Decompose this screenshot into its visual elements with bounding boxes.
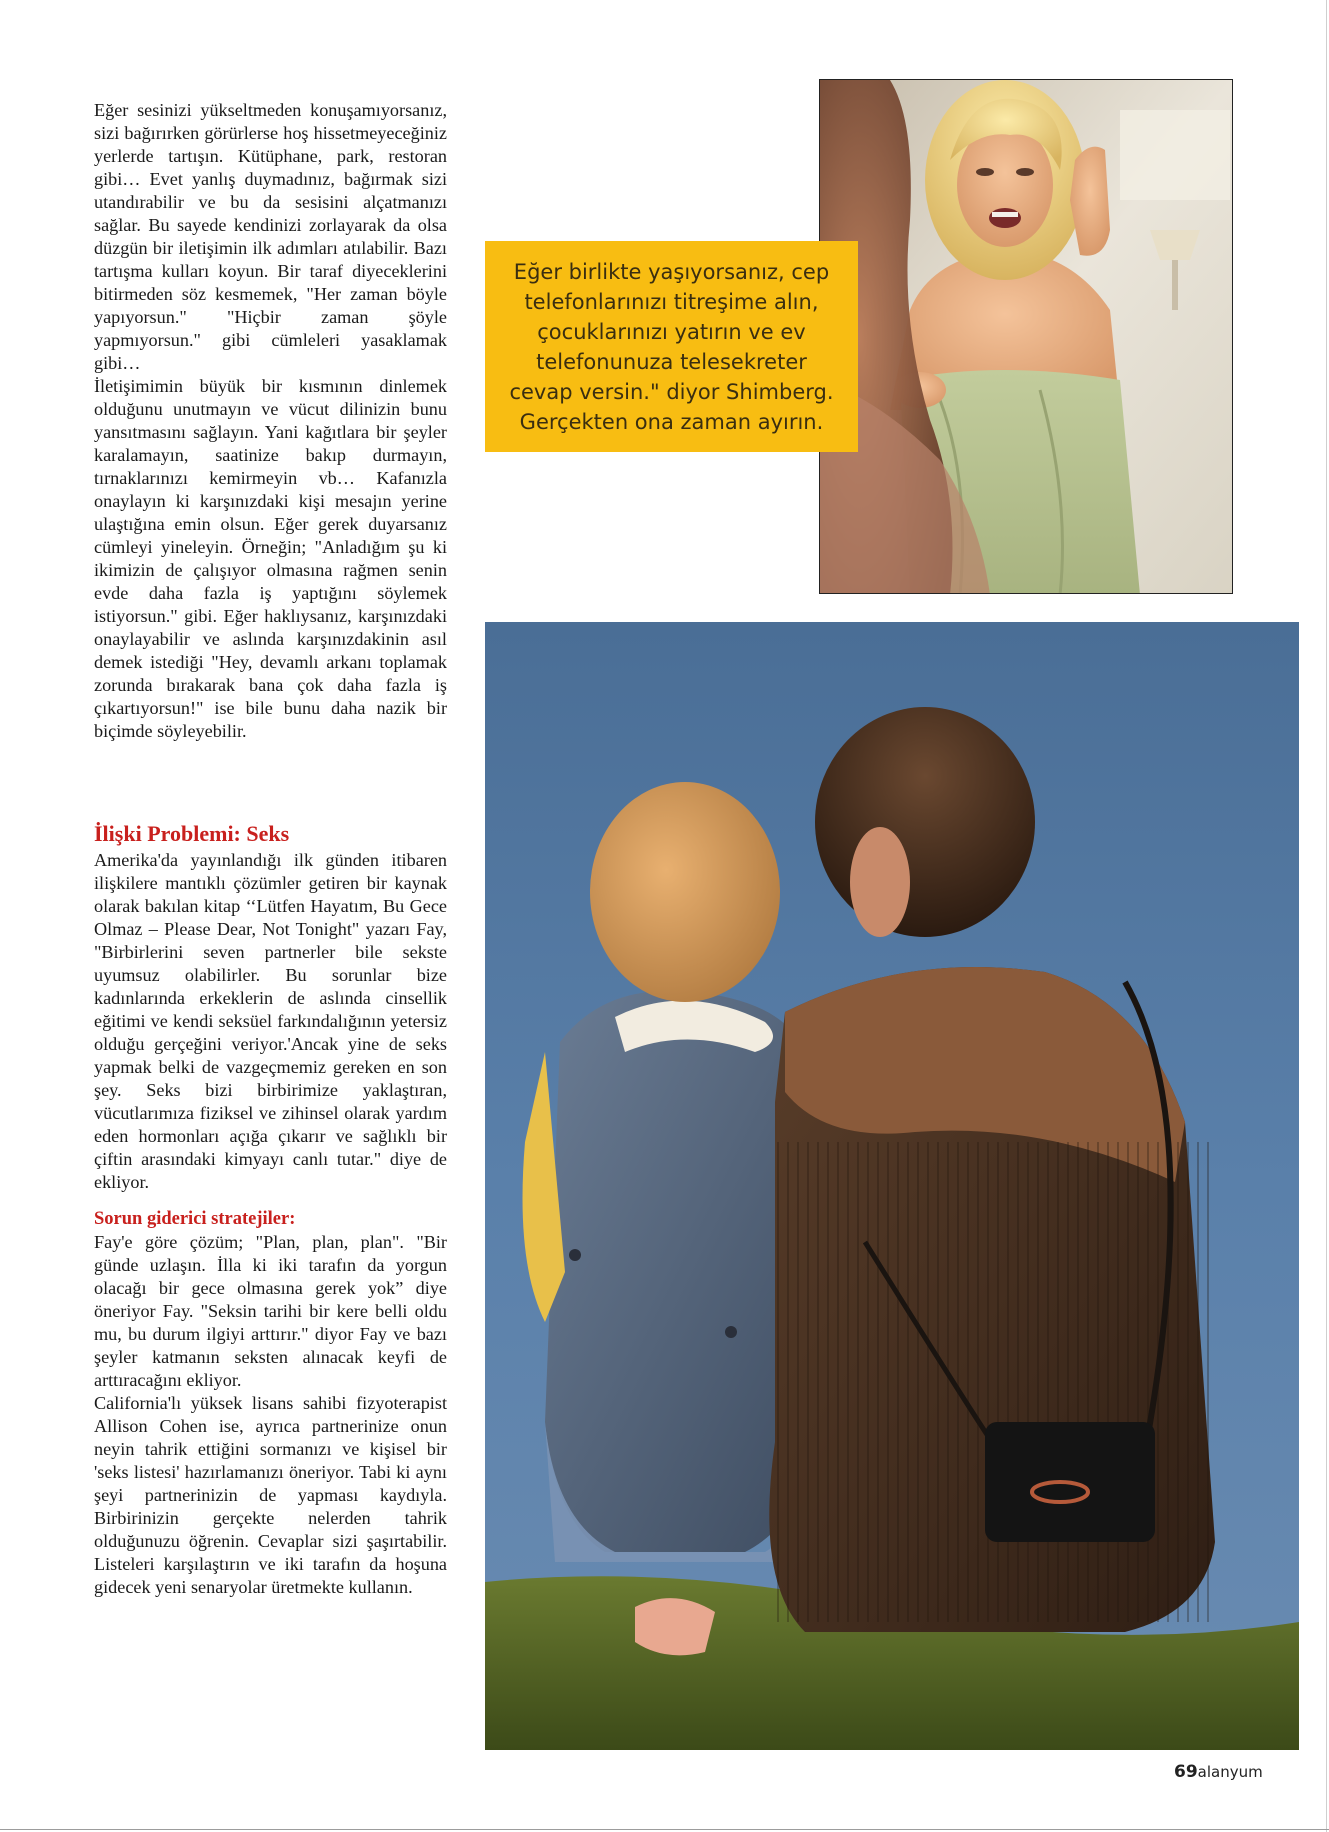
pull-quote-line-2: telefonlarınızı titreşime alın,: [524, 289, 819, 314]
pull-quote-line-5: cevap versin." diyor Shimberg.: [509, 379, 834, 404]
pull-quote-text: [509, 257, 833, 437]
body-column-top: [94, 99, 447, 743]
body-paragraph-1: Eğer sesinizi yükseltmeden konuşamıyorsanız, sizi bağırırken görürlerse hoş hissetmeyeceğiniz yerlerde tartışın. Kütüphane, park, restoran gibi… Evet yanlış duymadınız, bağırmak sizi utandırabilir ve bu da sesisini alçatmanızı sağlar. Bu sayede kendinizi zorlayarak da olsa düzgün bir iletişimin ilk adımları atılabilir. Bazı tartışma kulları koyun. Bir taraf diyeceklerini bitirmeden söz kesmemek, "Her zaman böyle yapıyorsun." "Hiçbir zaman şöyle yapmıyorsun." gibi cümleleri yasaklamak gibi…: [94, 100, 447, 373]
section-heading: İlişki Problemi: Seks: [94, 821, 290, 846]
body-column-bottom: [94, 821, 447, 1599]
strategy-paragraph-1: Fay'e göre çözüm; "Plan, plan, plan". "Bir günde uzlaşın. İlla ki iki tarafın da yorgun olacağı bir gece olmasına gerek yok” diye öneriyor Fay. "Seksin tarihi bir kere belli oldu mu, bu durum ilgiyi arttırır." diyor Fay ve bazı şeyler katmanın seksten alınacak keyfi de arttıracağını ekliyor.: [94, 1232, 447, 1390]
photo-couple-illustration: [485, 622, 1299, 1750]
photo-couple-by-water: [485, 622, 1299, 1750]
page-number: 69: [1174, 1762, 1198, 1782]
pull-quote-line-1: Eğer birlikte yaşıyorsanız, cep: [513, 259, 830, 284]
strategy-subheading: Sorun giderici stratejiler:: [94, 1209, 296, 1229]
page-footer: [1174, 1762, 1263, 1782]
body-paragraph-2: İletişimimin büyük bir kısmının dinlemek olduğunu unutmayın ve vücut dilinizin bunu yansıtmasını sağlayın. Yani kağıtlara bir şeyler karalamayın, saatinize bakıp durmayın, tırnaklarınızı kemirmeyin vb… Kafanızla onaylayın ki karşınızdaki kişi mesajın yerine ulaştığına emin olsun. Eğer gerek duyarsanız cümleyi yineleyin. Örneğin; "Anladığım şu ki ikimizin de çalışıyor olmasına rağmen senin evde daha fazla iş yaptığını söylemek istiyorsun." gibi. Eğer haklıysanız, karşınızdaki onaylayabilir ve aslında karşınızdakinin asıl demek istediği "Hey, devamlı arkanı toplamak zorunda bırakarak bana çok daha fazla iş çıkartıyorsun!" ise bile bunu daha nazik bir biçimde söyleyebilir.: [94, 376, 447, 741]
magazine-brand: alanyum: [1197, 1763, 1263, 1781]
pull-quote-box: [485, 241, 858, 452]
pull-quote-line-3: çocuklarınızı yatırın ve ev: [537, 319, 806, 344]
pull-quote-line-4: telefonunuza telesekreter: [536, 349, 807, 374]
page-edge-line: [1326, 0, 1327, 1832]
photo-angry-woman: [819, 79, 1233, 594]
strategy-paragraph-2: California'lı yüksek lisans sahibi fizyoterapist Allison Cohen ise, ayrıca partnerinize onun neyin tahrik ettiğini sormanızı ve kişisel bir 'seks listesi' hazırlamanızı öneriyor. Tabi ki aynı şeyi partnerinizin de yapması kaydıyla. Birbirinizin gerçekte nelerden tahrik olduğunuzu öğrenin. Cevaplar sizi şaşırtabilir. Listeleri karşılaştırın ve iki tarafın da hoşuna gidecek yeni senaryolar üretmekte kullanın.: [94, 1393, 447, 1597]
page-bottom-line: [0, 1829, 1329, 1830]
pull-quote-line-6: Gerçekten ona zaman ayırın.: [519, 409, 824, 434]
photo-angry-woman-illustration: [820, 80, 1233, 594]
section-paragraph: Amerika'da yayınlandığı ilk günden itibaren ilişkilere mantıklı çözümler getiren bir kaynak olarak bakılan kitap ‘‘Lütfen Hayatım, Bu Gece Olmaz – Please Dear, Not Tonight" yazarı Fay, "Birbirlerini seven partnerler bile sekste uyumsuz olabilirler. Bu sorunlar bize kadınlarında erkeklerin de aslında cinsellik eğitimi ve kendi seksüel farkındalığının yetersiz olduğu gerçeğini veriyor.'Ancak yine de seks yapmak belki de vazgeçmemiz gereken en son şey. Seks bizi birbirimize yaklaştıran, vücutlarımıza fiziksel ve zihinsel olarak yardım eden hormonları açığa çıkarır ve sağlıklı bir çiftin arasındaki kimyayı canlı tutar." diye de ekliyor.: [94, 850, 447, 1192]
